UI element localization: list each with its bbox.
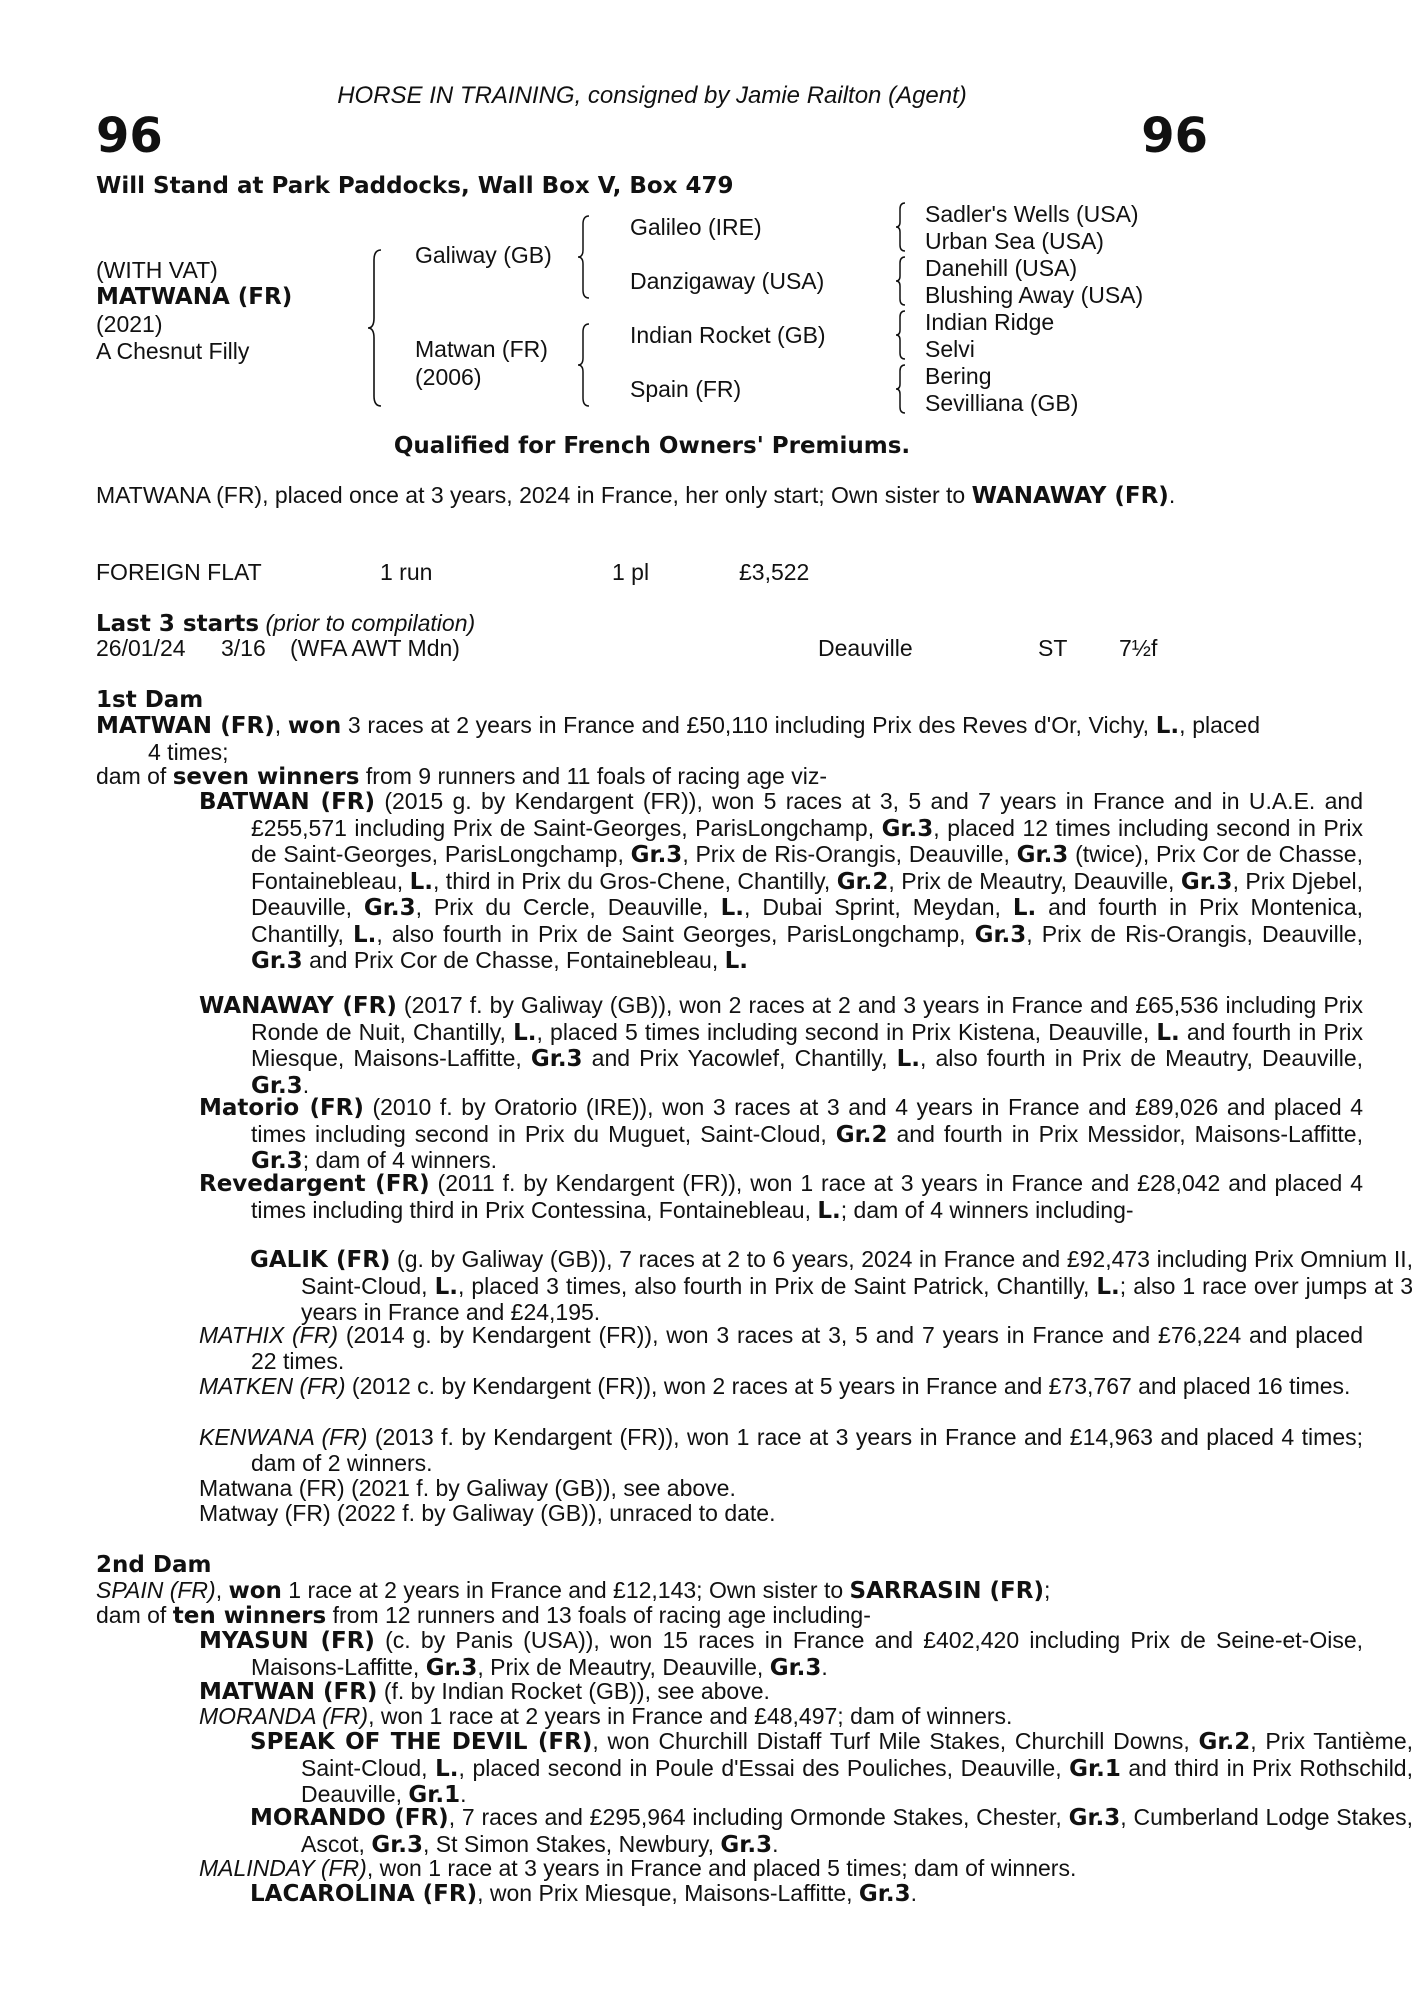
list-item: MATHIX (FR) (2014 g. by Kendargent (FR)), won 3 races at 3, 5 and 7 years in France and £76,224 and placed 22 times. bbox=[199, 1322, 1364, 1374]
ancestor-5: Indian Ridge bbox=[925, 309, 1055, 335]
pedigree-brace-g3 bbox=[894, 309, 908, 361]
record-earnings: £3,522 bbox=[739, 559, 810, 585]
start-race: (WFA AWT Mdn) bbox=[290, 635, 460, 661]
list-item: MYASUN (FR) (c. by Panis (USA)), won 15 races in France and £402,420 including Prix de Seine-et-Oise, Maisons-Laffitte, Gr.3, Prix de Meautry, Deauville, Gr.3. bbox=[199, 1627, 1363, 1681]
pedigree-brace-g4 bbox=[894, 363, 908, 415]
list-item: GALIK (FR) (g. by Galiway (GB)), 7 races at 2 to 6 years, 2024 in France and £92,473 including Prix Omnium II, Saint-Cloud, L., placed 3 times, also fourth in Prix de Saint Patrick, Chantilly, L.; also 1 race over jumps at 3 years in France and £24,195. bbox=[250, 1246, 1413, 1325]
list-item: MALINDAY (FR), won 1 race at 3 years in France and placed 5 times; dam of winners. bbox=[199, 1855, 1077, 1881]
horse-description: A Chesnut Filly bbox=[96, 338, 250, 364]
pedigree-brace-g1 bbox=[894, 201, 908, 253]
start-going: ST bbox=[1038, 635, 1068, 661]
horse-year: (2021) bbox=[96, 311, 163, 337]
list-item: Matway (FR) (2022 f. by Galiway (GB)), unraced to date. bbox=[199, 1500, 776, 1526]
list-item: MORANDA (FR), won 1 race at 2 years in France and £48,497; dam of winners. bbox=[199, 1703, 1013, 1729]
sire: Galiway (GB) bbox=[415, 242, 552, 268]
dam-year: (2006) bbox=[415, 364, 482, 390]
second-dam-record: SPAIN (FR), won 1 race at 2 years in France and £12,143; Own sister to SARRASIN (FR); bbox=[96, 1577, 1051, 1604]
ancestor-3: Danehill (USA) bbox=[925, 255, 1078, 281]
horse-name: MATWANA (FR) bbox=[96, 284, 293, 310]
start-position: 3/16 bbox=[221, 635, 266, 661]
pedigree-brace-main bbox=[366, 248, 384, 408]
list-item: BATWAN (FR) (2015 g. by Kendargent (FR)), won 5 races at 3, 5 and 7 years in France and in U.A.E. and £255,571 including Prix de Saint-Georges, ParisLongchamp, Gr.3, placed 12 times including second in Prix de Saint-Georges, ParisLongchamp, Gr.3, Prix de Ris-Orangis, Deauville, Gr.3 (twice), Prix Cor de Chasse, Fontainebleau, L., third in Prix du Gros-Chene, Chantilly, Gr.2, Prix de Meautry, Deauville, Gr.3, Prix Djebel, Deauville, Gr.3, Prix du Cercle, Deauville, L., Dubai Sprint, Meydan, L. and fourth in Prix Montenica, Chantilly, L., also fourth in Prix de Saint Georges, ParisLongchamp, Gr.3, Prix de Ris-Orangis, Deauville, Gr.3 and Prix Cor de Chasse, Fontainebleau, L. bbox=[199, 788, 1364, 974]
second-dam-heading: 2nd Dam bbox=[96, 1552, 212, 1578]
dam: Matwan (FR) bbox=[415, 336, 548, 362]
dam-sire: Indian Rocket (GB) bbox=[630, 322, 826, 348]
ancestor-6: Selvi bbox=[925, 336, 975, 362]
start-course: Deauville bbox=[818, 635, 913, 661]
ancestor-4: Blushing Away (USA) bbox=[925, 282, 1144, 308]
list-item: MORANDO (FR), 7 races and £295,964 including Ormonde Stakes, Chester, Gr.3, Cumberland Lodge Stakes, Ascot, Gr.3, St Simon Stakes, Newbury, Gr.3. bbox=[250, 1804, 1413, 1858]
list-item: Revedargent (FR) (2011 f. by Kendargent (FR)), won 1 race at 3 years in France and £28,042 and placed 4 times including third in Prix Contessina, Fontainebleau, L.; dam of 4 winners including- bbox=[199, 1170, 1363, 1224]
lot-number-left: 96 bbox=[96, 108, 163, 164]
catalogue-page bbox=[96, 0, 1413, 2000]
second-dam-produce-summary: dam of ten winners from 12 runners and 13 foals of racing age including- bbox=[96, 1602, 871, 1629]
list-item: WANAWAY (FR) (2017 f. by Galiway (GB)), won 2 races at 2 and 3 years in France and £65,536 including Prix Ronde de Nuit, Chantilly, L., placed 5 times including second in Prix Kistena, Deauville, L. and fourth in Prix Miesque, Maisons-Laffitte, Gr.3 and Prix Yacowlef, Chantilly, L., also fourth in Prix de Meautry, Deauville, Gr.3. bbox=[199, 992, 1363, 1099]
ancestor-7: Bering bbox=[925, 363, 992, 389]
sire-dam: Danzigaway (USA) bbox=[630, 268, 825, 294]
pedigree-brace-dam bbox=[576, 322, 592, 408]
ancestor-8: Sevilliana (GB) bbox=[925, 390, 1079, 416]
list-item: SPEAK OF THE DEVIL (FR), won Churchill Distaff Turf Mile Stakes, Churchill Downs, Gr.2, Prix Tantième, Saint-Cloud, L., placed second in Poule d'Essai des Pouliches, Deauville, Gr.1 and third in Prix Rothschild, Deauville, Gr.1. bbox=[250, 1728, 1413, 1808]
sire-sire: Galileo (IRE) bbox=[630, 214, 762, 240]
consignment-line: HORSE IN TRAINING, consigned by Jamie Railton (Agent) bbox=[337, 82, 967, 109]
ancestor-2: Urban Sea (USA) bbox=[925, 228, 1104, 254]
horse-summary: MATWANA (FR), placed once at 3 years, 2024 in France, her only start; Own sister to WANAWAY (FR). bbox=[96, 482, 1176, 509]
ancestor-1: Sadler's Wells (USA) bbox=[925, 201, 1139, 227]
first-dam-produce-summary: dam of seven winners from 9 runners and 11 foals of racing age viz- bbox=[96, 763, 827, 790]
list-item: Matorio (FR) (2010 f. by Oratorio (IRE)), won 3 races at 3 and 4 years in France and £89,026 and placed 4 times including second in Prix du Muguet, Saint-Cloud, Gr.2 and fourth in Prix Messidor, Maisons-Laffitte, Gr.3; dam of 4 winners. bbox=[199, 1094, 1363, 1174]
last-starts-heading: Last 3 starts (prior to compilation) bbox=[96, 610, 476, 637]
pedigree-brace-g2 bbox=[894, 255, 908, 307]
list-item: Matwana (FR) (2021 f. by Galiway (GB)), see above. bbox=[199, 1475, 736, 1501]
stand-location: Will Stand at Park Paddocks, Wall Box V, Box 479 bbox=[96, 173, 734, 199]
list-item: LACAROLINA (FR), won Prix Miesque, Maisons-Laffitte, Gr.3. bbox=[250, 1880, 917, 1907]
start-distance: 7½f bbox=[1119, 635, 1158, 661]
start-date: 26/01/24 bbox=[96, 635, 186, 661]
first-dam-heading: 1st Dam bbox=[96, 687, 204, 713]
list-item: MATWAN (FR) (f. by Indian Rocket (GB)), see above. bbox=[199, 1678, 770, 1705]
list-item: KENWANA (FR) (2013 f. by Kendargent (FR)), won 1 race at 3 years in France and £14,963 and placed 4 times; dam of 2 winners. bbox=[199, 1424, 1363, 1476]
lot-number-right: 96 bbox=[1141, 108, 1208, 164]
list-item: MATKEN (FR) (2012 c. by Kendargent (FR)), won 2 races at 5 years in France and £73,767 and placed 16 times. bbox=[199, 1373, 1351, 1399]
record-runs: 1 run bbox=[380, 559, 433, 585]
dam-dam: Spain (FR) bbox=[630, 376, 742, 402]
vat-label: (WITH VAT) bbox=[96, 257, 218, 283]
pedigree-brace-sire bbox=[576, 214, 592, 300]
first-dam-record: MATWAN (FR), won 3 races at 2 years in France and £50,110 including Prix des Reves d'Or, Vichy, L., placed 4 times; bbox=[96, 712, 1261, 765]
record-category: FOREIGN FLAT bbox=[96, 559, 262, 585]
qualified-note: Qualified for French Owners' Premiums. bbox=[393, 433, 911, 459]
record-placings: 1 pl bbox=[612, 559, 650, 585]
